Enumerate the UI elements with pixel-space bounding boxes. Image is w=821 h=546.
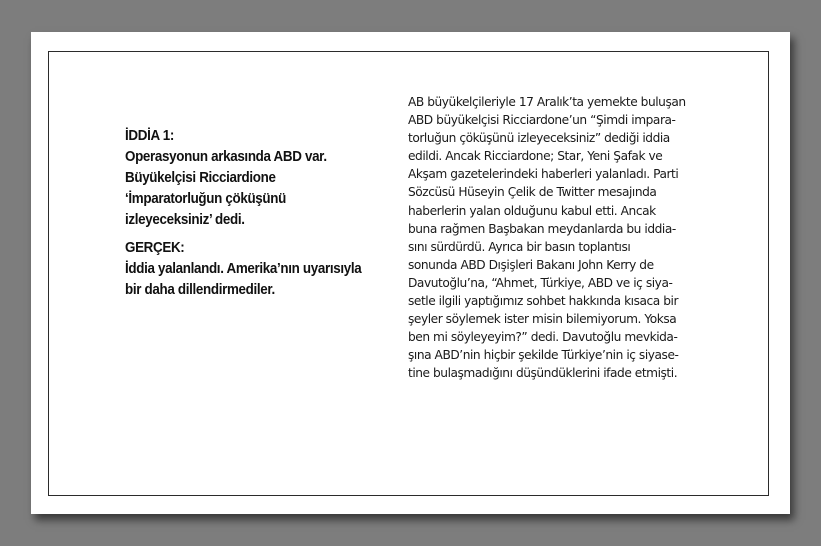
claim-block <box>125 126 369 231</box>
claim-text: Operasyonun arkasında ABD var. Büyükelçisi Ricciardione ‘İmparatorluğun çöküşünü izleyeceksiniz’ dedi. <box>125 149 327 228</box>
article-line: buna rağmen Başbakan meydanlarda bu iddia- <box>408 221 676 236</box>
article-line: haberlerin yalan olduğunu kabul etti. Ancak <box>408 203 656 218</box>
claim-fact-column <box>125 126 369 308</box>
article-line: Sözcüsü Hüseyin Çelik de Twitter mesajında <box>408 185 657 200</box>
article-line: setle ilgili yaptığımız sohbet hakkında kısaca bir <box>408 294 679 309</box>
article-line: AB büyükelçileriyle 17 Aralık’ta yemekte buluşan <box>408 95 686 109</box>
article-line: Akşam gazetelerindeki haberleri yalanladı. Parti <box>408 167 679 182</box>
article-line: şına ABD’nin hiçbir şekilde Türkiye’nin iç siyase- <box>408 348 679 363</box>
document-page <box>31 32 790 514</box>
article-line: ben mi söyleyeyim?” dedi. Davutoğlu mevkida- <box>408 330 678 345</box>
article-line: şeyler söylemek ister misin bilemiyorum. Yoksa <box>408 312 677 327</box>
article-text <box>408 93 693 383</box>
article-line: ABD büyükelçisi Ricciardone’un “Şimdi impara- <box>408 113 676 128</box>
fact-block <box>125 238 369 301</box>
article-line: torluğun çöküşünü izleyeceksiniz” dediği iddia <box>408 131 670 146</box>
article-line: tine bulaşmadığını düşündüklerini ifade etmişti. <box>408 366 678 381</box>
article-line: edildi. Ancak Ricciardone; Star, Yeni Şafak ve <box>408 149 663 164</box>
article-line: Davutoğlu’na, “Ahmet, Türkiye, ABD ve iç siya- <box>408 275 673 290</box>
fact-label: GERÇEK: <box>125 240 185 256</box>
claim-label: İDDİA 1: <box>125 128 174 144</box>
article-line: sını sürdürdü. Ayrıca bir basın toplantısı <box>408 239 631 254</box>
fact-text: İddia yalanlandı. Amerika’nın uyarısıyla bir daha dillendirmediler. <box>125 261 362 298</box>
article-line: sonunda ABD Dışişleri Bakanı John Kerry de <box>408 257 654 272</box>
